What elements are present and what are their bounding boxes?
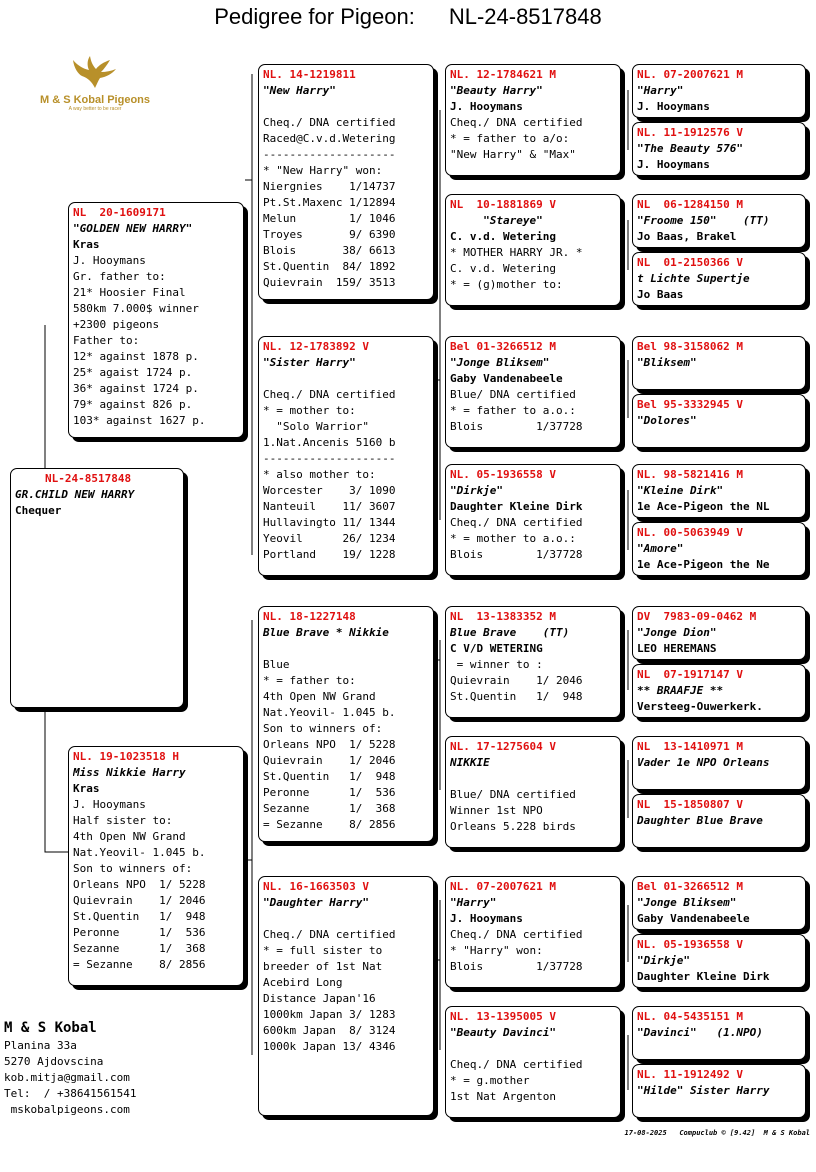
info-line: * = mother to: <box>263 404 356 417</box>
pigeon-name: "Froome 150" (TT) <box>637 214 770 227</box>
ring-number: NL. 07-2007621 M <box>637 68 743 81</box>
ring-number: NL 15-1850807 V <box>637 798 743 811</box>
info-line: 25* agaist 1724 p. <box>73 366 193 379</box>
pigeon-name: "Dirkje" <box>637 954 690 967</box>
mf-card <box>258 606 434 842</box>
info-line: Half sister to: <box>73 814 173 827</box>
g4-card-10 <box>632 664 806 718</box>
info-line: * = g.mother <box>450 1074 530 1087</box>
g4-card-15 <box>632 1006 806 1060</box>
info-line: Cheq./ DNA certified <box>450 928 583 941</box>
info-line: +2300 pigeons <box>73 318 160 331</box>
g4-card-13 <box>632 876 806 930</box>
info-line: * = mother to a.o.: <box>450 532 576 545</box>
ring-number: NL. 04-5435151 M <box>637 1010 743 1023</box>
pigeon-name: Blue Brave (TT) <box>450 626 570 639</box>
info-line <box>263 641 429 657</box>
info-line: "New Harry" & "Max" <box>450 148 576 161</box>
info-line: Blois 1/37728 <box>450 960 583 973</box>
fmm-card <box>445 464 621 576</box>
info-line: breeder of 1st Nat <box>263 960 383 973</box>
info-line: = Sezanne 8/ 2856 <box>263 818 396 831</box>
info-line: J. Hooymans <box>450 912 523 925</box>
info-line: 36* against 1724 p. <box>73 382 199 395</box>
owner-city: 5270 Ajdovscina <box>4 1055 104 1068</box>
ring-number: NL 13-1383352 M <box>450 610 556 623</box>
info-line: Kras <box>73 782 100 795</box>
info-line: * = full sister to <box>263 944 383 957</box>
fm-card <box>258 336 434 576</box>
ring-number: NL. 11-1912492 V <box>637 1068 743 1081</box>
g4-card-8 <box>632 522 806 576</box>
info-line: Cheq./ DNA certified <box>263 928 396 941</box>
info-line: St.Quentin 84/ 1892 <box>263 260 396 273</box>
info-line: Orleans NPO 1/ 5228 <box>73 878 206 891</box>
g4-card-2 <box>632 122 806 176</box>
info-line: 1e Ace-Pigeon the NL <box>637 500 770 513</box>
mm-card <box>258 876 434 1116</box>
info-line: Troyes 9/ 6390 <box>263 228 396 241</box>
pigeon-name: ** BRAAFJE ** <box>637 684 724 697</box>
pigeon-name: GR.CHILD NEW HARRY <box>15 488 135 501</box>
pigeon-name: "Harry" <box>637 84 684 97</box>
info-line: Blois 1/37728 <box>450 420 583 433</box>
pigeon-name: "New Harry" <box>263 84 336 97</box>
info-line: Jo Baas, Brakel <box>637 230 737 243</box>
g4-card-11 <box>632 736 806 790</box>
ring-number: NL. 07-2007621 M <box>450 880 556 893</box>
logo-tagline: A way better to be racer <box>68 106 122 112</box>
info-line: Daughter Kleine Dirk <box>637 970 770 983</box>
ring-number: NL. 05-1936558 V <box>637 938 743 951</box>
info-line: Versteeg-Ouwerkerk. <box>637 700 763 713</box>
info-line: Gr. father to: <box>73 270 166 283</box>
ring-number: NL 13-1410971 M <box>637 740 743 753</box>
title-ring: NL-24-8517848 <box>448 4 602 29</box>
info-line: 600km Japan 8/ 3124 <box>263 1024 396 1037</box>
pigeon-name: "Sister Harry" <box>263 356 356 369</box>
info-line: Nat.Yeovil- 1.045 b. <box>263 706 396 719</box>
info-line: J. Hooymans <box>73 254 146 267</box>
info-line: * = father to a/o: <box>450 132 570 145</box>
info-line: Portland 19/ 1228 <box>263 548 396 561</box>
mother-card <box>68 746 244 986</box>
info-line <box>263 99 429 115</box>
info-line: LEO HEREMANS <box>637 642 717 655</box>
ring-number: Bel 01-3266512 M <box>637 880 743 893</box>
pigeon-logo-icon <box>70 54 120 90</box>
info-line: Peronne 1/ 536 <box>263 786 396 799</box>
info-line: Orleans 5.228 birds <box>450 820 576 833</box>
info-line: Son to winners of: <box>73 862 193 875</box>
software-credit: Compuclub © [9.42] <box>679 1129 756 1137</box>
info-line: Cheq./ DNA certified <box>263 388 396 401</box>
pigeon-name: "Kleine Dirk" <box>637 484 724 497</box>
info-line: 1e Ace-Pigeon the Ne <box>637 558 770 571</box>
info-line: -------------------- <box>263 148 396 161</box>
info-line: = Sezanne 8/ 2856 <box>73 958 206 971</box>
pigeon-name: "Stareye" <box>450 214 543 227</box>
pigeon-name: "Jonge Dion" <box>637 626 717 639</box>
print-date: 17-08-2025 <box>624 1129 667 1137</box>
info-line: J. Hooymans <box>450 100 523 113</box>
info-line: * = father to a.o.: <box>450 404 576 417</box>
pigeon-name: Blue Brave * Nikkie <box>263 626 389 639</box>
info-line: Acebird Long <box>263 976 343 989</box>
title-label: Pedigree for Pigeon: <box>214 4 415 29</box>
info-line <box>450 771 616 787</box>
info-line: J. Hooymans <box>637 158 710 171</box>
father-card <box>68 202 244 438</box>
g4-card-6 <box>632 394 806 448</box>
info-line: Peronne 1/ 536 <box>73 926 206 939</box>
info-line: 4th Open NW Grand <box>263 690 376 703</box>
ring-number: NL. 19-1023518 H <box>73 750 179 763</box>
pigeon-name: "Jonge Bliksem" <box>637 896 737 909</box>
g4-card-7 <box>632 464 806 518</box>
pigeon-name: "Amore" <box>637 542 684 555</box>
info-line: 1st Nat Argenton <box>450 1090 556 1103</box>
info-line: Hullavingto 11/ 1344 <box>263 516 396 529</box>
pigeon-name: "Dolores" <box>637 414 697 427</box>
ring-number: NL. 05-1936558 V <box>450 468 556 481</box>
pigeon-name: "Dirkje" <box>450 484 503 497</box>
info-line: Quievrain 159/ 3513 <box>263 276 396 289</box>
logo-name: M & S Kobal Pigeons <box>39 94 150 106</box>
info-line: Gaby Vandenabeele <box>450 372 563 385</box>
info-line: C. v.d. Wetering <box>450 230 556 243</box>
ring-number: NL 07-1917147 V <box>637 668 743 681</box>
info-line: Cheq./ DNA certified <box>450 116 583 129</box>
ring-number: NL-24-8517848 <box>45 472 132 485</box>
g4-card-14 <box>632 934 806 988</box>
g4-card-4 <box>632 252 806 306</box>
pigeon-name: "Bliksem" <box>637 356 697 369</box>
info-line: Jo Baas <box>637 288 684 301</box>
pigeon-name: "Daughter Harry" <box>263 896 369 909</box>
info-line: * "New Harry" won: <box>263 164 383 177</box>
fff-card <box>445 64 621 176</box>
g4-card-3 <box>632 194 806 248</box>
info-line: Blois 1/37728 <box>450 548 583 561</box>
info-line: * also mother to: <box>263 468 376 481</box>
ring-number: NL. 13-1395005 V <box>450 1010 556 1023</box>
info-line: J. Hooymans <box>73 798 146 811</box>
logo <box>30 54 160 112</box>
info-line: Nat.Yeovil- 1.045 b. <box>73 846 206 859</box>
info-line: "Solo Warrior" <box>263 420 369 433</box>
info-line: St.Quentin 1/ 948 <box>73 910 206 923</box>
pigeon-name: "Hilde" Sister Harry <box>637 1084 770 1097</box>
g4-card-16 <box>632 1064 806 1118</box>
print-footer <box>625 1129 810 1137</box>
g4-card-9 <box>632 606 806 660</box>
ring-number: NL. 12-1784621 M <box>450 68 556 81</box>
info-line: Son to winners of: <box>263 722 383 735</box>
info-line: -------------------- <box>263 452 396 465</box>
info-line: = winner to : <box>450 658 543 671</box>
info-line: 580km 7.000$ winner <box>73 302 199 315</box>
pigeon-name: "Davinci" (1.NPO) <box>637 1026 763 1039</box>
ring-number: Bel 98-3158062 M <box>637 340 743 353</box>
pigeon-name: Vader 1e NPO Orleans <box>637 756 770 769</box>
owner-block <box>4 1018 136 1118</box>
ffm-card <box>445 194 621 306</box>
ring-number: NL. 98-5821416 M <box>637 468 743 481</box>
info-line: 4th Open NW Grand <box>73 830 186 843</box>
info-line <box>263 911 429 927</box>
info-line: Winner 1st NPO <box>450 804 543 817</box>
pigeon-name: t Lichte Supertje <box>637 272 750 285</box>
info-line: J. Hooymans <box>637 100 710 113</box>
info-line: St.Quentin 1/ 948 <box>263 770 396 783</box>
mfm-card <box>445 736 621 848</box>
owner-website: mskobalpigeons.com <box>4 1103 130 1116</box>
mmf-card <box>445 876 621 988</box>
ring-number: NL 01-2150366 V <box>637 256 743 269</box>
info-line: Niergnies 1/14737 <box>263 180 396 193</box>
info-line: Blue <box>263 658 290 671</box>
g4-card-12 <box>632 794 806 848</box>
pigeon-name: "GOLDEN NEW HARRY" <box>73 222 193 235</box>
info-line: Melun 1/ 1046 <box>263 212 396 225</box>
pigeon-name: "Beauty Davinci" <box>450 1026 556 1039</box>
pigeon-name: "Beauty Harry" <box>450 84 543 97</box>
ring-number: Bel 95-3332945 V <box>637 398 743 411</box>
pigeon-name: Daughter Blue Brave <box>637 814 763 827</box>
info-line: Blue/ DNA certified <box>450 388 576 401</box>
info-line: Yeovil 26/ 1234 <box>263 532 396 545</box>
info-line: 1000km Japan 3/ 1283 <box>263 1008 396 1021</box>
info-line: Kras <box>73 238 100 251</box>
info-line: Raced@C.v.d.Wetering <box>263 132 396 145</box>
pigeon-name: NIKKIE <box>450 756 490 769</box>
info-line: C V/D WETERING <box>450 642 543 655</box>
info-line: 1000k Japan 13/ 4346 <box>263 1040 396 1053</box>
info-line: Quievrain 1/ 2046 <box>450 674 583 687</box>
info-line: 103* against 1627 p. <box>73 414 206 427</box>
info-line: 1.Nat.Ancenis 5160 b <box>263 436 396 449</box>
owner-address: Planina 33a <box>4 1039 77 1052</box>
g4-card-1 <box>632 64 806 118</box>
ring-number: NL. 14-1219811 <box>263 68 356 81</box>
pigeon-color: Chequer <box>15 504 62 517</box>
owner-name: M & S Kobal <box>4 1020 97 1036</box>
info-line: * = (g)mother to: <box>450 278 563 291</box>
info-line: St.Quentin 1/ 948 <box>450 690 583 703</box>
ring-number: NL. 18-1227148 <box>263 610 356 623</box>
info-line: * = father to: <box>263 674 356 687</box>
pigeon-name: "Jonge Bliksem" <box>450 356 550 369</box>
info-line: Orleans NPO 1/ 5228 <box>263 738 396 751</box>
info-line: Sezanne 1/ 368 <box>73 942 206 955</box>
ring-number: DV 7983-09-0462 M <box>637 610 757 623</box>
fmf-card <box>445 336 621 448</box>
ring-number: NL. 17-1275604 V <box>450 740 556 753</box>
pigeon-name: "Harry" <box>450 896 497 909</box>
info-line: C. v.d. Wetering <box>450 262 556 275</box>
mff-card <box>445 606 621 718</box>
ring-number: Bel 01-3266512 M <box>450 340 556 353</box>
page-title <box>0 4 816 30</box>
ring-number: NL 06-1284150 M <box>637 198 743 211</box>
info-line: * "Harry" won: <box>450 944 543 957</box>
info-line: Nanteuil 11/ 3607 <box>263 500 396 513</box>
ff-card <box>258 64 434 300</box>
info-line: Gaby Vandenabeele <box>637 912 750 925</box>
pigeon-name: "The Beauty 576" <box>637 142 743 155</box>
info-line: Cheq./ DNA certified <box>263 116 396 129</box>
info-line <box>263 371 429 387</box>
ring-number: NL 10-1881869 V <box>450 198 556 211</box>
info-line: Blois 38/ 6613 <box>263 244 396 257</box>
info-line: Blue/ DNA certified <box>450 788 576 801</box>
info-line: Pt.St.Maxenc 1/12894 <box>263 196 396 209</box>
ring-number: NL 20-1609171 <box>73 206 166 219</box>
subject-pigeon-card <box>10 468 184 708</box>
info-line: Cheq./ DNA certified <box>450 1058 583 1071</box>
info-line: 21* Hoosier Final <box>73 286 186 299</box>
ring-number: NL. 00-5063949 V <box>637 526 743 539</box>
info-line: Distance Japan'16 <box>263 992 376 1005</box>
footer-owner: M & S Kobal <box>763 1129 810 1137</box>
info-line: 79* against 826 p. <box>73 398 193 411</box>
ring-number: NL. 16-1663503 V <box>263 880 369 893</box>
info-line: Worcester 3/ 1090 <box>263 484 396 497</box>
info-line <box>450 1041 616 1057</box>
info-line: Father to: <box>73 334 140 347</box>
info-line: * MOTHER HARRY JR. * <box>450 246 583 259</box>
info-line: Sezanne 1/ 368 <box>263 802 396 815</box>
info-line: Daughter Kleine Dirk <box>450 500 583 513</box>
owner-phone: Tel: / +38641561541 <box>4 1087 137 1100</box>
info-line: Cheq./ DNA certified <box>450 516 583 529</box>
ring-number: NL. 12-1783892 V <box>263 340 369 353</box>
info-line: 12* against 1878 p. <box>73 350 199 363</box>
info-line: Quievrain 1/ 2046 <box>263 754 396 767</box>
mmm-card <box>445 1006 621 1118</box>
g4-card-5 <box>632 336 806 390</box>
owner-email: kob.mitja@gmail.com <box>4 1071 130 1084</box>
pigeon-name: Miss Nikkie Harry <box>73 766 186 779</box>
ring-number: NL. 11-1912576 V <box>637 126 743 139</box>
info-line: Quievrain 1/ 2046 <box>73 894 206 907</box>
